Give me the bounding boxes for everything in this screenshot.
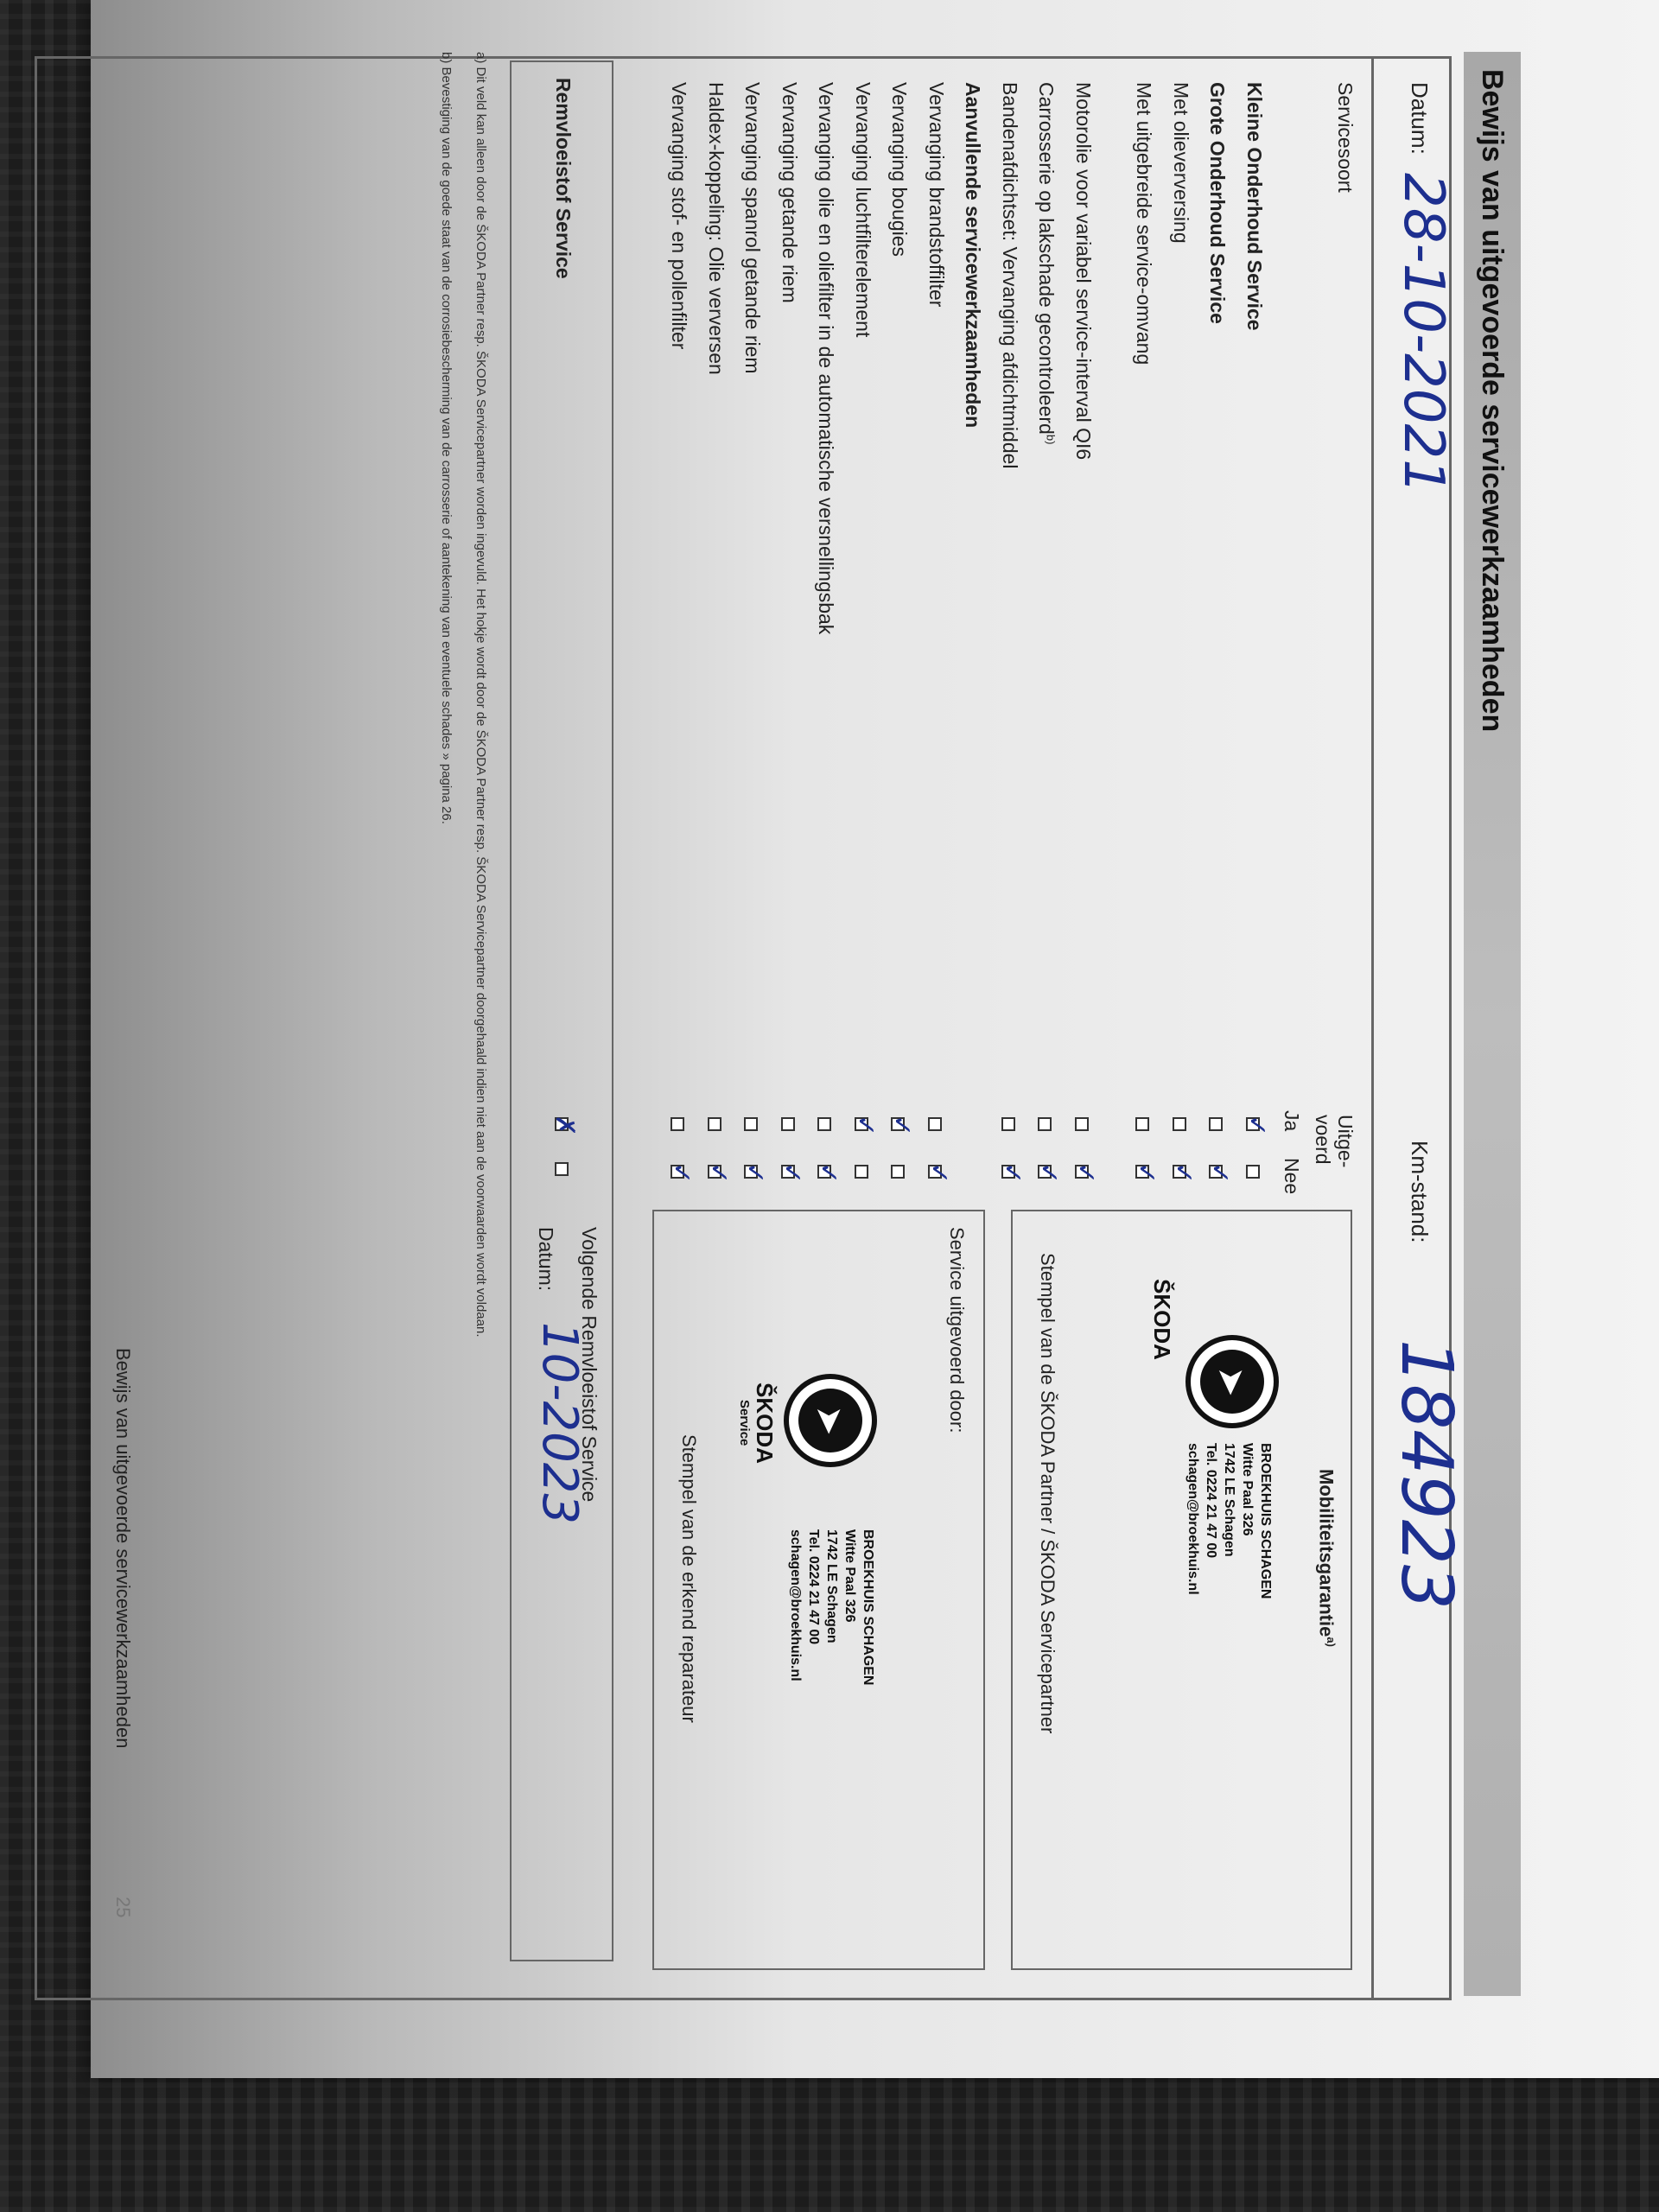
header-divider bbox=[1371, 56, 1374, 2000]
service-label-text: Haldex-koppeling: Olie verversen bbox=[705, 82, 728, 375]
service-label bbox=[851, 82, 874, 337]
service-label-text: Vervanging spanrol getande riem bbox=[741, 82, 765, 374]
ja-checkbox[interactable] bbox=[1075, 1117, 1089, 1131]
ja-checkbox[interactable] bbox=[1039, 1117, 1052, 1131]
stamp-city: 1742 LE Schagen bbox=[824, 1529, 839, 1643]
nee-checkbox[interactable] bbox=[855, 1165, 868, 1179]
service-label bbox=[888, 82, 912, 257]
stamp-phone: Tel. 0224 21 47 00 bbox=[806, 1529, 821, 1645]
stamp-dealer-name: BROEKHUIS SCHAGEN bbox=[861, 1529, 875, 1686]
service-label-text: Vervanging luchtfilterelement bbox=[852, 82, 874, 338]
stamp-brand: ŠKODA bbox=[1149, 1279, 1175, 1360]
brake-service-label: Remvloeistof Service bbox=[552, 78, 575, 279]
service-label-text: Vervanging olie en oliefilter in de automatische versnellingsbak bbox=[815, 82, 838, 635]
service-label bbox=[1206, 82, 1230, 324]
service-label-text: Motorolie voor variabel service-interval QI6 bbox=[1072, 82, 1095, 461]
service-label-text: Vervanging bougies bbox=[888, 82, 912, 257]
ja-checkbox[interactable] bbox=[708, 1117, 721, 1131]
service-label-text: Aanvullende servicewerkzaamheden bbox=[962, 82, 985, 429]
mobility-box bbox=[1011, 1210, 1352, 1970]
check-mark-icon: ✓ bbox=[924, 1162, 954, 1185]
dealer-stamp-1 bbox=[1184, 1443, 1274, 1599]
skoda-logo-icon: ➤ bbox=[784, 1374, 877, 1467]
service-label-text: Met uitgebreide service-omvang bbox=[1133, 82, 1156, 365]
section-heading bbox=[962, 82, 985, 428]
next-brake-date-label: Datum: bbox=[535, 1227, 557, 1292]
service-by-label: Service uitgevoerd door: bbox=[946, 1227, 968, 1433]
service-label bbox=[704, 82, 728, 375]
service-label-text: Met olieverversing bbox=[1170, 82, 1192, 244]
dealer-stamp-2 bbox=[786, 1529, 877, 1685]
stamp-brand: ŠKODA bbox=[752, 1382, 778, 1464]
check-mark-icon: ✓ bbox=[1131, 1162, 1162, 1185]
cross-mark-icon: ✗ bbox=[550, 1115, 580, 1137]
brake-no-checkbox[interactable] bbox=[555, 1162, 569, 1176]
stamp-brand-sub: Service bbox=[737, 1400, 752, 1446]
stamp-city: 1742 LE Schagen bbox=[1222, 1443, 1236, 1557]
footnote-a: a) Dit veld kan alleen door de ŠKODA Partner resp. ŠKODA Servicepartner worden ingevuld. Het hokje wordt door de ŠKODA Partner resp. ŠKODA Servicepartner doorgehaald indien niet aan de voorwaarden wordt voldaan. bbox=[474, 52, 488, 1338]
ja-checkbox[interactable] bbox=[1136, 1117, 1150, 1131]
ja-checkbox[interactable] bbox=[1210, 1117, 1224, 1131]
page-number: 25 bbox=[112, 1897, 134, 1918]
stamp-dealer-name: BROEKHUIS SCHAGEN bbox=[1258, 1443, 1273, 1599]
stamp-email: schagen@broekhuis.nl bbox=[1185, 1443, 1200, 1595]
next-brake-label: Volgende Remvloeistof Service bbox=[578, 1227, 601, 1503]
km-label: Km-stand: bbox=[1407, 1141, 1433, 1243]
stamp-phone: Tel. 0224 21 47 00 bbox=[1204, 1443, 1218, 1559]
ja-checkbox[interactable] bbox=[928, 1117, 942, 1131]
stamp-address: Witte Paal 326 bbox=[842, 1529, 857, 1623]
service-label-text: Bandenafdichtset: Vervanging afdichtmiddel bbox=[999, 82, 1021, 469]
stamp-caption-2: Stempel van de erkend reparateur bbox=[678, 1434, 700, 1723]
service-label bbox=[1243, 82, 1266, 331]
service-label-text: Vervanging brandstoffilter bbox=[925, 82, 948, 308]
mobility-note-mark: a) bbox=[1325, 1637, 1338, 1647]
stamp-email: schagen@broekhuis.nl bbox=[788, 1529, 803, 1681]
brake-service-box bbox=[510, 60, 613, 1961]
check-mark-icon: ✓ bbox=[1071, 1162, 1101, 1185]
check-mark-icon: ✓ bbox=[1205, 1162, 1236, 1185]
service-label bbox=[1133, 82, 1156, 365]
service-label-text: Grote Onderhoud Service bbox=[1206, 82, 1230, 324]
ja-checkbox[interactable] bbox=[1001, 1117, 1015, 1131]
column-yes-header: Ja bbox=[1281, 1110, 1303, 1132]
ja-checkbox[interactable] bbox=[745, 1117, 759, 1131]
next-brake-date-value: 10-2023 bbox=[531, 1322, 588, 1524]
skoda-logo-icon: ➤ bbox=[1185, 1335, 1279, 1428]
check-mark-icon: ✓ bbox=[1242, 1115, 1272, 1137]
service-label bbox=[778, 82, 801, 303]
date-label: Datum: bbox=[1407, 82, 1433, 155]
service-label-text: Vervanging stof- en pollenfilter bbox=[668, 82, 691, 350]
ja-checkbox[interactable] bbox=[781, 1117, 795, 1131]
service-label bbox=[998, 82, 1021, 469]
check-mark-icon: ✓ bbox=[666, 1162, 697, 1185]
column-service-header: Servicesoort bbox=[1334, 82, 1357, 193]
check-mark-icon: ✓ bbox=[740, 1162, 771, 1185]
service-label-text: Vervanging getande riem bbox=[779, 82, 801, 303]
check-mark-icon: ✓ bbox=[1168, 1162, 1198, 1185]
page-title: Bewijs van uitgevoerde servicewerkzaamheden bbox=[1464, 52, 1521, 1996]
service-label bbox=[1035, 82, 1058, 444]
column-executed-header: Uitge- voerd bbox=[1312, 1115, 1357, 1168]
service-label bbox=[741, 82, 765, 374]
km-value: 184923 bbox=[1385, 1339, 1467, 1611]
service-label bbox=[815, 82, 838, 634]
stamp-caption: Stempel van de ŠKODA Partner / ŠKODA Servicepartner bbox=[1037, 1253, 1058, 1734]
ja-checkbox[interactable] bbox=[818, 1117, 832, 1131]
nee-checkbox[interactable] bbox=[892, 1165, 906, 1179]
running-footer: Bewijs van uitgevoerde servicewerkzaamheden bbox=[112, 1348, 134, 1749]
column-no-header: Nee bbox=[1281, 1158, 1303, 1195]
service-label bbox=[1071, 82, 1095, 460]
service-label-text: Carrosserie op lakschade gecontroleerd bbox=[1035, 82, 1058, 435]
mobility-label-text: Mobiliteitsgarantie bbox=[1315, 1469, 1338, 1637]
check-mark-icon: ✓ bbox=[777, 1162, 807, 1185]
check-mark-icon: ✓ bbox=[887, 1115, 918, 1137]
date-value: 28-10-2021 bbox=[1391, 173, 1455, 494]
ja-checkbox[interactable] bbox=[1173, 1117, 1186, 1131]
check-mark-icon: ✓ bbox=[813, 1162, 844, 1185]
stamp-address: Witte Paal 326 bbox=[1240, 1443, 1255, 1536]
check-mark-icon: ✓ bbox=[850, 1115, 880, 1137]
service-label bbox=[1169, 82, 1192, 244]
check-mark-icon: ✓ bbox=[997, 1162, 1027, 1185]
check-mark-icon: ✓ bbox=[1033, 1162, 1065, 1185]
footnote-b: b) Bevestiging van de goede staat van de corrosiebescherming van de carrosserie of aantekening van eventuele schades » pagina 26. bbox=[439, 52, 454, 824]
mobility-label bbox=[1315, 1469, 1338, 1647]
service-label bbox=[925, 82, 948, 307]
ja-checkbox[interactable] bbox=[671, 1117, 685, 1131]
footnote-mark: b) bbox=[1045, 434, 1058, 445]
service-label-text: Kleine Onderhoud Service bbox=[1243, 82, 1266, 331]
service-label bbox=[668, 82, 691, 349]
nee-checkbox[interactable] bbox=[1246, 1165, 1260, 1179]
check-mark-icon: ✓ bbox=[703, 1162, 734, 1185]
